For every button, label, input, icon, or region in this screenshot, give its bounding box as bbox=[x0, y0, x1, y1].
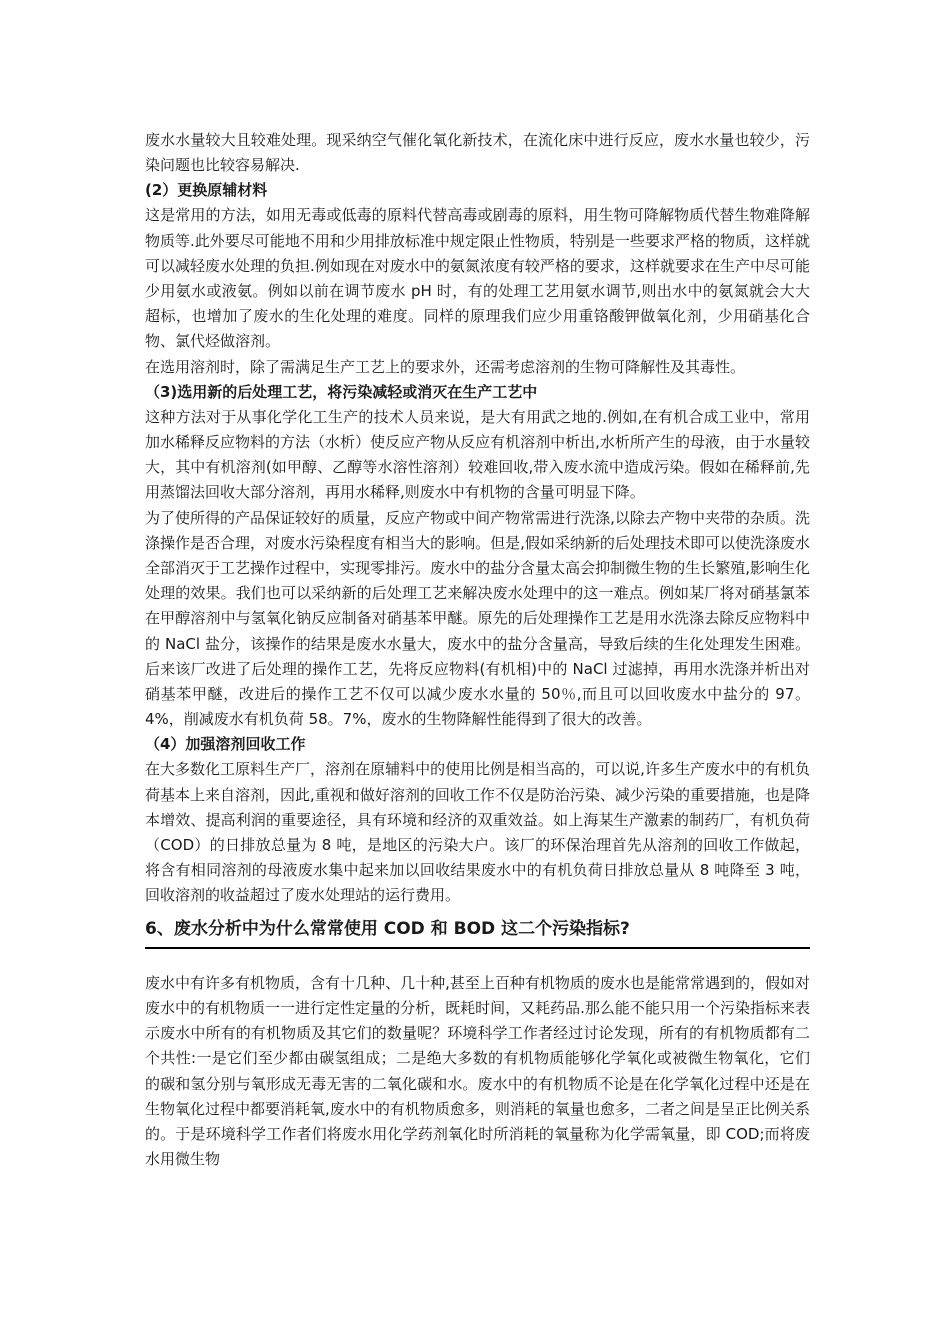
section-2-heading: (2）更换原辅材料 bbox=[145, 181, 268, 200]
section-2-paragraph-2: 在选用溶剂时，除了需满足生产工艺上的要求外，还需考虑溶剂的生物可降解性及其毒性。 bbox=[145, 357, 746, 376]
section-3-heading: （3)选用新的后处理工艺，将污染减轻或消灭在生产工艺中 bbox=[145, 382, 538, 401]
document-page bbox=[145, 128, 810, 1172]
heading-spacer bbox=[145, 949, 810, 971]
intro-paragraph: 废水水量较大且较难处理。现采纳空气催化氧化新技术，在流化床中进行反应，废水水量也较少，污染问题也比较容易解决. bbox=[145, 131, 810, 175]
section-3-paragraph-2: 为了使所得的产品保证较好的质量，反应产物或中间产物常需进行洗涤,以除去产物中夹带的杂质。洗涤操作是否合理，对废水污染程度有相当大的影响。但是,假如采纳新的后处理技术即可以使洗涤废水全部消灭于工艺操作过程中，实现零排污。废水中的盐分含量太高会抑制微生物的生长繁殖,影响生化处理的效果。我们也可以采纳新的后处理工艺来解决废水处理中的这一难点。例如某厂将对硝基氯苯在甲醇溶剂中与氢氧化钠反应制备对硝基苯甲醚。原先的后处理操作工艺是用水洗涤去除反应物料中的 NaCl 盐分，该操作的结果是废水水量大，废水中的盐分含量高，导致后续的生化处理发生困难。后来该厂改进了后处理的操作工艺，先将反应物料(有机相)中的 NaCl 过滤掉，再用水洗涤并析出对硝基苯甲醚，改进后的操作工艺不仅可以减少废水水量的 50％,而且可以回收废水中盐分的 97。4%，削减废水有机负荷 58。7%，废水的生物降解性能得到了很大的改善。 bbox=[145, 508, 810, 729]
section-6-paragraph: 废水中有许多有机物质，含有十几种、几十种,甚至上百种有机物质的废水也是能常常遇到的，假如对废水中的有机物质一一进行定性定量的分析，既耗时间，又耗药品.那么能不能只用一个污染指标来表示废水中所有的有机物质及其它们的数量呢？环境科学工作者经过讨论发现，所有的有机物质都有二个共性:一是它们至少都由碳氢组成；二是绝大多数的有机物质能够化学氧化或被微生物氧化，它们的碳和氢分别与氧形成无毒无害的二氧化碳和水。废水中的有机物质不论是在化学氧化过程中还是在生物氧化过程中都要消耗氧,废水中的有机物质愈多，则消耗的氧量也愈多，二者之间是呈正比例关系的。于是环境科学工作者们将废水用化学药剂氧化时所消耗的氧量称为化学需氧量，即 COD;而将废水用微生物 bbox=[145, 973, 810, 1169]
section-2-paragraph-1: 这是常用的方法，如用无毒或低毒的原料代替高毒或剧毒的原料，用生物可降解物质代替生物难降解物质等.此外要尽可能地不用和少用排放标准中规定限止性物质，特别是一些要求严格的物质，这样就可以减轻废水处理的负担.例如现在对废水中的氨氮浓度有较严格的要求，这样就要求在生产中尽可能少用氨水或液氨。例如以前在调节废水 pH 时，有的处理工艺用氨水调节,则出水中的氨氮就会大大超标，也增加了废水的生化处理的难度。同样的原理我们应少用重铬酸钾做氧化剂，少用硝基化合物、氯代烃做溶剂。 bbox=[145, 206, 810, 351]
section-4-heading: （4）加强溶剂回收工作 bbox=[145, 735, 306, 754]
section-4-paragraph-1: 在大多数化工原料生产厂，溶剂在原辅料中的使用比例是相当高的，可以说,许多生产废水中的有机负荷基本上来自溶剂，因此,重视和做好溶剂的回收工作不仅是防治污染、减少污染的重要措施，也是降本增效、提高利润的重要途径，具有环境和经济的双重效益。如上海某生产激素的制药厂，有机负荷（COD）的日排放总量为 8 吨，是地区的污染大户。该厂的环保治理首先从溶剂的回收工作做起，将含有相同溶剂的母液废水集中起来加以回收结果废水中的有机负荷日排放总量从 8 吨降至 3 吨，回收溶剂的收益超过了废水处理站的运行费用。 bbox=[145, 760, 810, 905]
section-6-heading: 6、废水分析中为什么常常使用 COD 和 BOD 这二个污染指标? bbox=[145, 915, 810, 949]
section-3-paragraph-1: 这种方法对于从事化学化工生产的技术人员来说，是大有用武之地的.例如,在有机合成工业中，常用加水稀释反应物料的方法（水析）使反应产物从反应有机溶剂中析出,水析所产生的母液，由于水量较大，其中有机溶剂(如甲醇、乙醇等水溶性溶剂）较难回收,带入废水流中造成污染。假如在稀释前,先用蒸馏法回收大部分溶剂，再用水稀释,则废水中有机物的含量可明显下降。 bbox=[145, 407, 810, 502]
